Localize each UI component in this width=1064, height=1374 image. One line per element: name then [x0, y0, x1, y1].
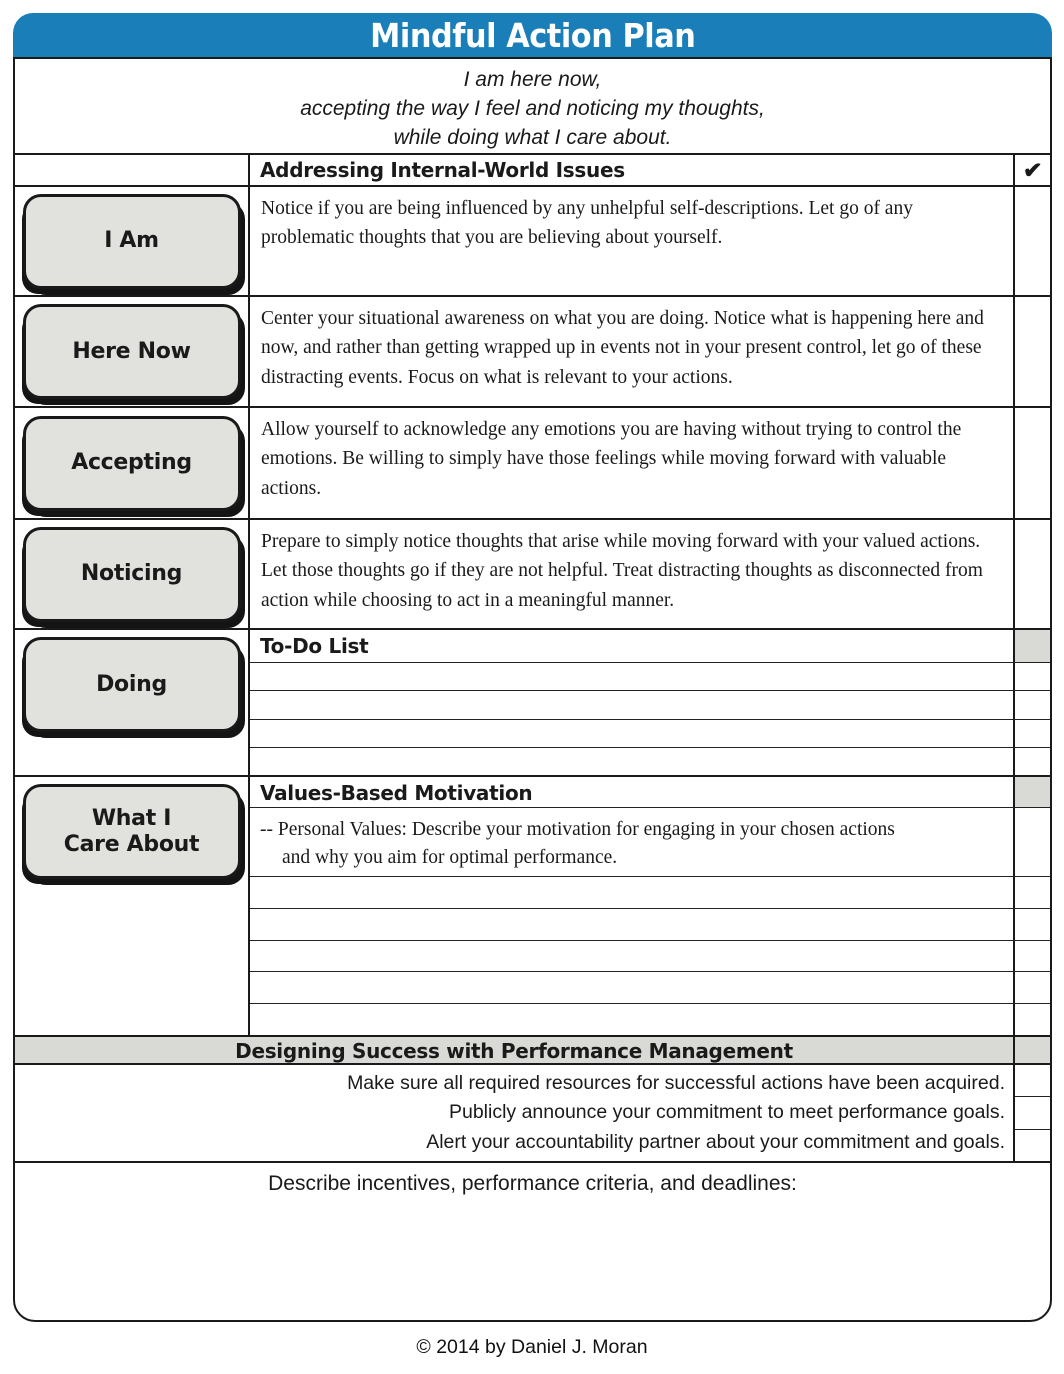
personal-values-prompt-line: -- Personal Values: Describe your motivation for engaging in your chosen actions — [260, 819, 895, 840]
performance-item: Alert your accountability partner about your commitment and goals. — [426, 1130, 1005, 1153]
i-am-button-cell — [15, 187, 250, 295]
worksheet-table — [13, 57, 1052, 1322]
performance-items-row — [15, 1065, 1050, 1163]
todo-entry-check-cell[interactable] — [1013, 720, 1050, 747]
noticing-check-cell[interactable] — [1013, 520, 1050, 628]
motto-line: I am here now, — [463, 68, 602, 91]
accepting-check-cell[interactable] — [1013, 408, 1050, 518]
todo-header-cell — [250, 630, 1013, 662]
check-column-header-cell — [1013, 155, 1050, 185]
mindful-motto — [15, 59, 1050, 155]
section-accepting — [15, 408, 1050, 520]
i-am-description-cell — [250, 187, 1013, 295]
todo-entry-line[interactable] — [250, 663, 1013, 690]
values-blank-row[interactable] — [250, 972, 1050, 1004]
todo-entry-check-cell[interactable] — [1013, 691, 1050, 718]
todo-blank-row[interactable] — [250, 663, 1050, 691]
here-now-check-cell[interactable] — [1013, 297, 1050, 406]
i-am-check-cell[interactable] — [1013, 187, 1050, 295]
doing-button-label: Doing — [96, 671, 167, 697]
what-i-care-about-button-cell — [15, 777, 250, 1035]
worksheet-card — [13, 13, 1052, 1322]
noticing-description-cell — [250, 520, 1013, 628]
accepting-button-label: Accepting — [71, 450, 192, 475]
todo-header: To-Do List — [260, 634, 369, 658]
accepting-description: Allow yourself to acknowledge any emotions you are having without trying to control the emotions. Be willing to simply have those feelings while moving forward with valuable actions. — [261, 419, 962, 499]
values-blank-row[interactable] — [250, 909, 1050, 941]
values-entry-line[interactable] — [250, 972, 1013, 1003]
todo-entry-check-cell[interactable] — [1013, 748, 1050, 775]
title-bar — [13, 13, 1052, 57]
performance-checkbox-cell[interactable] — [1015, 1097, 1050, 1129]
here-now-button-cell — [15, 297, 250, 406]
performance-item: Make sure all required resources for successful actions have been acquired. — [347, 1072, 1005, 1095]
todo-blank-row[interactable] — [250, 720, 1050, 748]
personal-values-prompt-row — [250, 808, 1050, 877]
performance-header-bar — [15, 1037, 1050, 1065]
values-header-cell — [250, 777, 1013, 807]
i-am-button — [23, 194, 241, 289]
page-title: Mindful Action Plan — [369, 15, 696, 55]
todo-entry-line[interactable] — [250, 720, 1013, 747]
internal-issues-header-row — [15, 155, 1050, 187]
noticing-button — [23, 527, 241, 622]
todo-header-row — [250, 630, 1050, 663]
values-header-row — [250, 777, 1050, 808]
copyright-footer: © 2014 by Daniel J. Moran — [416, 1336, 648, 1358]
performance-header-check-cell — [1013, 1037, 1050, 1063]
section-doing-todo — [15, 630, 1050, 777]
internal-issues-header-cell — [250, 155, 1013, 185]
values-header: Values-Based Motivation — [260, 781, 533, 805]
todo-entry-line[interactable] — [250, 748, 1013, 775]
performance-item: Publicly announce your commitment to meet performance goals. — [448, 1101, 1005, 1124]
motto-line: while doing what I care about. — [393, 126, 672, 149]
values-entry-check-cell[interactable] — [1013, 877, 1050, 908]
values-entry-line[interactable] — [250, 909, 1013, 940]
describe-incentives-label: Describe incentives, performance criteria, and deadlines: — [268, 1172, 797, 1195]
section-i-am — [15, 187, 1050, 297]
section-noticing — [15, 520, 1050, 630]
todo-blank-rows — [250, 663, 1050, 775]
performance-checkbox-cell[interactable] — [1015, 1065, 1050, 1097]
describe-incentives-area[interactable] — [15, 1163, 1050, 1320]
personal-values-prompt — [250, 808, 1013, 876]
motto-line: accepting the way I feel and noticing my thoughts, — [300, 97, 765, 120]
noticing-description: Prepare to simply notice thoughts that arise while moving forward with your valued actions. Let those thoughts go if they are not helpful. Treat distracting thoughts as disconnected from action while choosing to act in a meaningful manner. — [261, 531, 983, 611]
values-blank-row[interactable] — [250, 877, 1050, 909]
values-entry-check-cell[interactable] — [1013, 941, 1050, 972]
header-row-left-cell — [15, 155, 250, 185]
what-i-care-about-button — [23, 784, 241, 879]
values-entry-check-cell[interactable] — [1013, 909, 1050, 940]
values-blank-row[interactable] — [250, 941, 1050, 973]
noticing-button-cell — [15, 520, 250, 628]
what-i-care-about-label-line: Care About — [63, 831, 200, 857]
doing-button — [23, 637, 241, 732]
todo-blank-row[interactable] — [250, 691, 1050, 719]
i-am-description: Notice if you are being influenced by any unhelpful self-descriptions. Let go of any problematic thoughts that you are believing about yourself. — [261, 198, 913, 249]
values-header-check-cell — [1013, 777, 1050, 807]
section-here-now — [15, 297, 1050, 408]
todo-entry-check-cell[interactable] — [1013, 663, 1050, 690]
i-am-button-label: I Am — [104, 228, 159, 253]
values-entry-line[interactable] — [250, 941, 1013, 972]
values-blank-rows — [250, 877, 1050, 1035]
values-blank-row[interactable] — [250, 1004, 1050, 1035]
internal-issues-header: Addressing Internal-World Issues — [260, 158, 625, 182]
section-what-i-care-about — [15, 777, 1050, 1037]
here-now-button — [23, 304, 241, 399]
here-now-description-cell — [250, 297, 1013, 406]
here-now-description: Center your situational awareness on what you are doing. Notice what is happening here and now, and rather than getting wrapped up in events not in your present control, let go of these distracting events. Focus on what is relevant to your actions. — [261, 308, 984, 388]
values-entry-line[interactable] — [250, 877, 1013, 908]
performance-items — [15, 1065, 1013, 1161]
accepting-button-cell — [15, 408, 250, 518]
checkmark-icon: ✔ — [1022, 156, 1043, 183]
performance-header: Designing Success with Performance Management — [235, 1039, 793, 1063]
accepting-button — [23, 416, 241, 511]
todo-list-area — [250, 630, 1050, 775]
here-now-button-label: Here Now — [72, 338, 191, 364]
doing-button-cell — [15, 630, 250, 775]
values-entry-check-cell[interactable] — [1013, 972, 1050, 1003]
noticing-button-label: Noticing — [80, 561, 183, 586]
performance-checkboxes — [1013, 1065, 1050, 1161]
todo-blank-row[interactable] — [250, 748, 1050, 775]
values-entry-line[interactable] — [250, 1004, 1013, 1035]
todo-header-check-cell — [1013, 630, 1050, 662]
personal-values-check-cell[interactable] — [1013, 808, 1050, 876]
todo-entry-line[interactable] — [250, 691, 1013, 718]
personal-values-prompt-line: and why you aim for optimal performance. — [282, 847, 618, 869]
values-area — [250, 777, 1050, 1035]
accepting-description-cell — [250, 408, 1013, 518]
what-i-care-about-label-line: What I — [91, 805, 172, 831]
performance-checkbox-cell[interactable] — [1015, 1130, 1050, 1161]
values-entry-check-cell[interactable] — [1013, 1004, 1050, 1035]
